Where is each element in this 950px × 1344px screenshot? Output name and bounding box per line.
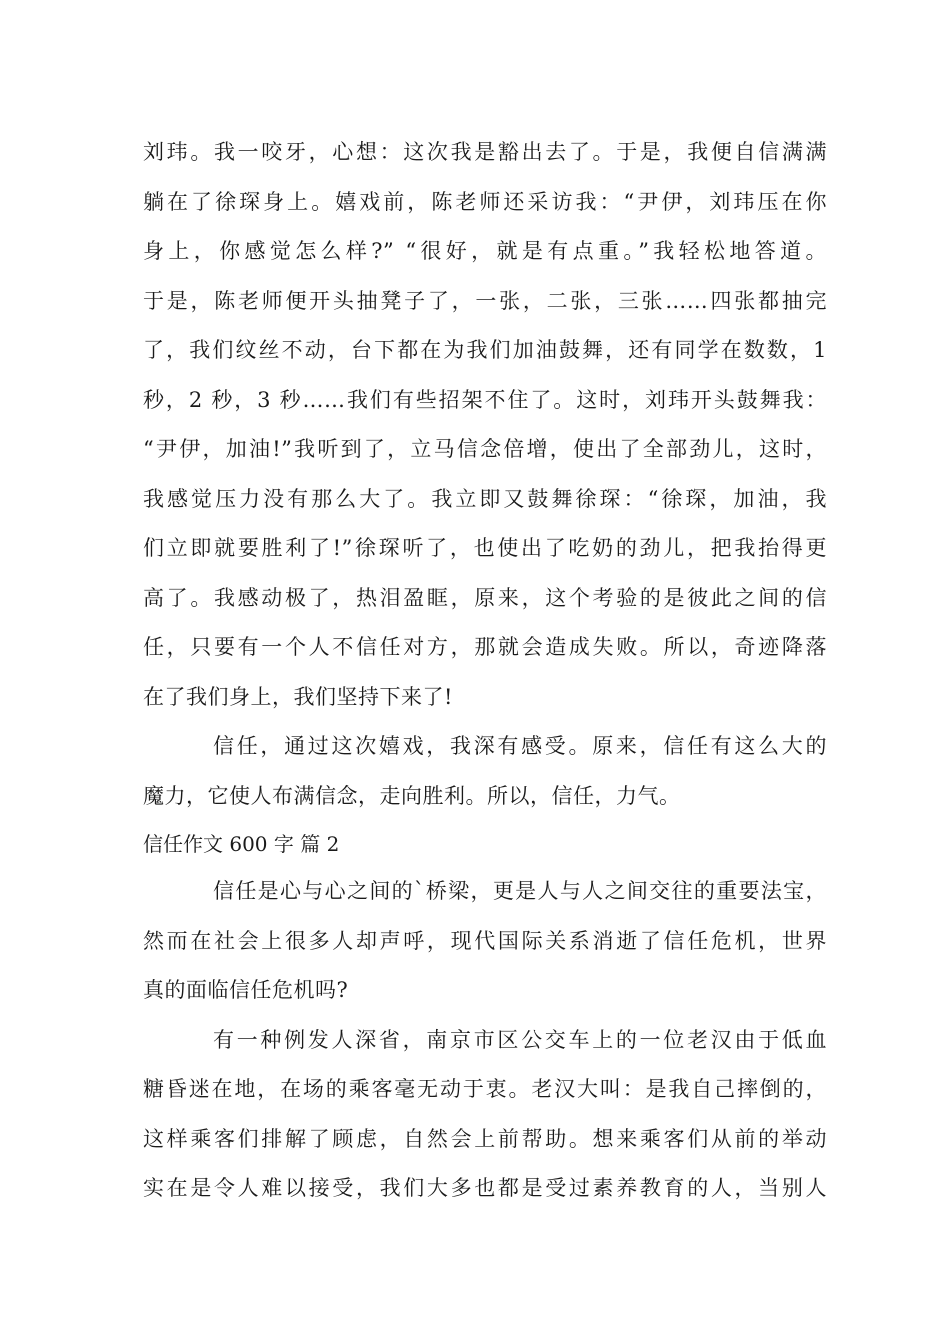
text-line: 高了。我感动极了，热泪盈眶，原来，这个考验的是彼此之间的信 (143, 585, 827, 610)
text-line: 我感觉压力没有那么大了。我立即又鼓舞徐琛：“徐琛，加油，我 (143, 486, 827, 511)
text-line: 于是，陈老师便开头抽凳子了，一张，二张，三张……四张都抽完 (143, 288, 827, 313)
text-line: 魔力，它使人布满信念，走向胜利。所以，信任，力气。 (143, 783, 681, 808)
text-line: 任，只要有一个人不信任对方，那就会造成失败。所以，奇迹降落 (143, 635, 827, 659)
text-line: “尹伊，加油!”我听到了，立马信念倍增，使出了全部劲儿，这时， (143, 437, 827, 461)
text-line: 真的面临信任危机吗? (143, 978, 349, 1002)
text-line: 然而在社会上很多人却声呼，现代国际关系消逝了信任危机，世界 (143, 928, 827, 953)
text-line: 实在是令人难以接受，我们大多也都是受过素养教育的人，当别人 (143, 1176, 827, 1200)
text-line: 们立即就要胜利了!”徐琛听了，也使出了吃奶的劲儿，把我抬得更 (143, 536, 827, 560)
text-line: 身上，你感觉怎么样?” “很好，就是有点重。”我轻松地答道。 (143, 239, 827, 263)
text-line: 了，我们纹丝不动，台下都在为我们加油鼓舞，还有同学在数数，1 (143, 338, 827, 362)
text-line: 糖昏迷在地，在场的乘客毫无动于衷。老汉大叫：是我自己摔倒的， (143, 1077, 827, 1101)
text-line: 在了我们身上，我们坚持下来了! (143, 684, 453, 709)
paragraph-first-line: 有一种例发人深省，南京市区公交车上的一位老汉由于低血 (213, 1027, 827, 1052)
section-heading: 信任作文 600 字 篇 2 (143, 832, 340, 856)
text-line: 这样乘客们排解了顾虑，自然会上前帮助。想来乘客们从前的举动 (143, 1126, 827, 1151)
document-body (143, 128, 827, 1214)
text-line: 秒，2 秒，3 秒……我们有些招架不住了。这时，刘玮开头鼓舞我： (143, 387, 827, 412)
text-line: 躺在了徐琛身上。嬉戏前，陈老师还采访我：“尹伊，刘玮压在你 (143, 189, 827, 214)
text-line: 刘玮。我一咬牙，心想：这次我是豁出去了。于是，我便自信满满 (143, 140, 827, 164)
paragraph-first-line: 信任，通过这次嬉戏，我深有感受。原来，信任有这么大的 (213, 734, 827, 758)
paragraph-first-line: 信任是心与心之间的`桥梁，更是人与人之间交往的重要法宝， (213, 879, 827, 903)
